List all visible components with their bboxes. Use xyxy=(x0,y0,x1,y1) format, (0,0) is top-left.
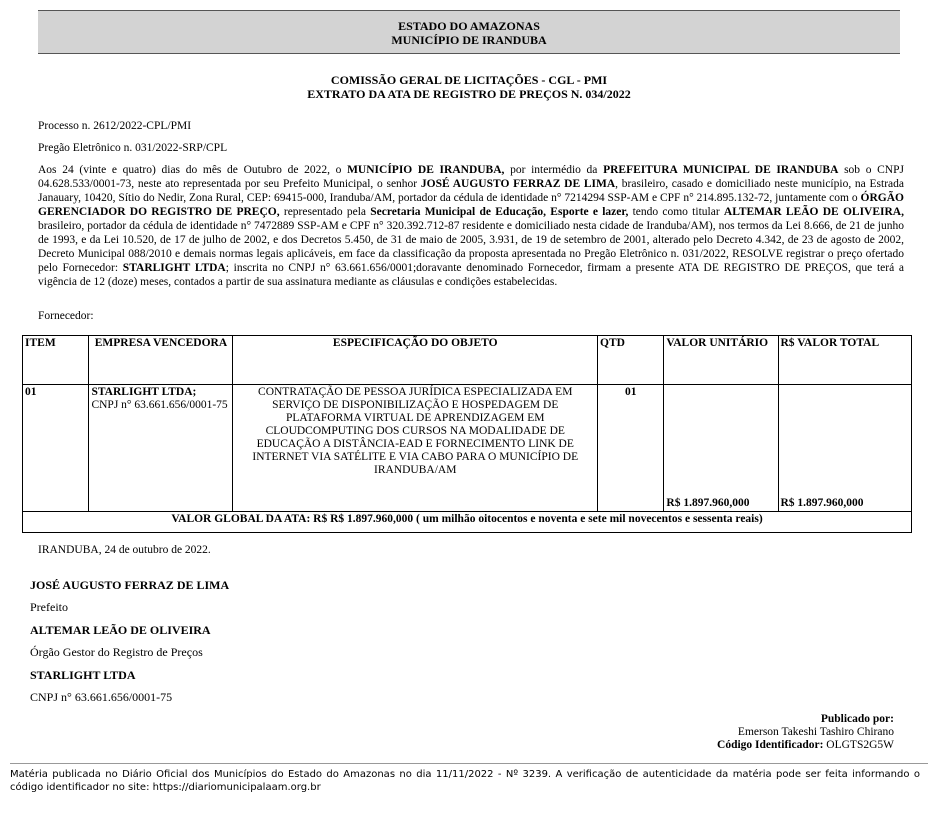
body-text: , brasileiro, casado e domiciliado neste município, na Estrada Janauary, 10420, Sítio do Nedir, Zona Rural, CEP: 69415-000, Iranduba/AM, portador da cédula de identidade n° 7214294 SSP-AM e CPF n° 214.895.132-72, juntamente com o xyxy=(38,178,904,204)
published-by-label: Publicado por: xyxy=(820,713,894,725)
company-name: STARLIGHT LTDA; xyxy=(91,386,197,398)
header-valor-unitario: VALOR UNITÁRIO xyxy=(664,336,778,385)
cell-qtd: 01 xyxy=(598,385,664,512)
process-number: Processo n. 2612/2022-CPL/PMI xyxy=(38,120,192,132)
body-text: Aos 24 (vinte e quatro) dias do mês de Outubro de 2022, o xyxy=(38,164,348,176)
municipality-name: MUNICÍPIO DE IRANDUBA xyxy=(391,33,547,47)
header-item: ITEM xyxy=(23,336,89,385)
body-bold: ALTEMAR LEÃO DE OLIVEIRA, xyxy=(723,206,904,218)
signatory-role: Prefeito xyxy=(30,600,68,614)
body-bold: STARLIGHT LTDA xyxy=(122,262,226,274)
supplier-label: Fornecedor: xyxy=(38,310,94,322)
extract-title: EXTRATO DA ATA DE REGISTRO DE PREÇOS N. 034/2022 xyxy=(307,87,631,101)
publisher-name: Emerson Takeshi Tashiro Chirano xyxy=(737,726,894,738)
total-value: R$ 1.897.960,000 xyxy=(780,497,864,509)
header-empresa: EMPRESA VENCEDORA xyxy=(89,336,233,385)
unit-value: R$ 1.897.960,000 xyxy=(666,497,750,509)
body-bold: JOSÉ AUGUSTO FERRAZ DE LIMA xyxy=(420,178,616,190)
table-header-row xyxy=(23,336,912,385)
footer-note: Matéria publicada no Diário Oficial dos Municípios do Estado do Amazonas no dia 11/11/2022 - Nº 3239. A verificação de autenticidade da matéria pode ser feita informando o código identificador no site: https://diariomunicipalaam.org.br xyxy=(10,769,920,793)
table-global-row xyxy=(23,512,912,533)
signatory-name: STARLIGHT LTDA xyxy=(30,668,136,682)
commission-title: COMISSÃO GERAL DE LICITAÇÕES - CGL - PMI xyxy=(330,73,608,87)
identifier-code xyxy=(717,739,894,752)
body-text: tendo como titular xyxy=(628,206,724,218)
body-bold: ÓRGÃO GERENCIADOR DO REGISTRO DE PREÇO, xyxy=(38,192,904,218)
body-bold: Secretaria Municipal de Educação, Esporte e lazer, xyxy=(370,206,629,218)
cell-especificacao: CONTRATAÇÃO DE PESSOA JURÍDICA ESPECIALIZADA EM SERVIÇO DE DISPONIBILIZAÇÃO E HOSPEDAGEM DE PLATAFORMA VIRTUAL DE APRENDIZAGEM EM CLOUDCOMPUTING DOS CURSOS NA MODALIDADE DE EDUCAÇÃO A DISTÂNCIA-EAD E FORNECIMENTO LINK DE INTERNET VIA SATÉLITE E VIA CABO PARA O MUNICÍPIO DE IRANDUBA/AM xyxy=(233,385,598,512)
body-text: ; inscrita no CNPJ n° 63.661.656/0001;doravante denominado Fornecedor, firmam a presente ATA DE REGISTRO DE PREÇOS, que terá a vigência de 12 (doze) meses, contados a partir de sua assinatura mediante as cláusulas e condições estabelecidas. xyxy=(38,262,904,288)
body-text: brasileiro, portador da cédula de identidade n° 7472889 SSP-AM e CPF n° 320.392.712-87 residente e domiciliado nesta cidade de Iranduba/AM), nos termos da Lei 8.666, de 21 de junho de 1993, e da Lei 10.520, de 17 de julho de 2002, e dos Decretos 5.450, de 31 de maio de 2005, 3.931, de 19 de setembro de 2001, alterado pelo Decreto 4.342, de 23 de agosto de 2002, Decreto Municipal 088/2010 e demais normas legais aplicáveis, em face da classificação da proposta apresentada no Pregão Eletrônico n. 031/2022, RESOLVE registrar o preço ofertado pelo Fornecedor: xyxy=(38,220,904,274)
body-paragraph xyxy=(38,163,904,289)
body-text: representado pela xyxy=(279,206,371,218)
body-bold: MUNICÍPIO DE IRANDUBA, xyxy=(347,164,505,176)
body-bold: PREFEITURA MUNICIPAL DE IRANDUBA xyxy=(603,164,839,176)
signatory-role: Órgão Gestor do Registro de Preços xyxy=(30,645,203,659)
cell-valor-total xyxy=(778,385,912,512)
header-valor-total: R$ VALOR TOTAL xyxy=(778,336,912,385)
header-qtd: QTD xyxy=(598,336,664,385)
footer-divider xyxy=(10,763,928,764)
cell-empresa xyxy=(89,385,233,512)
body-text: sob o CNPJ 04.628.533/0001-73, neste ato representada por seu Prefeito Municipal, o senhor xyxy=(38,164,904,190)
identifier-label: Código Identificador: xyxy=(717,739,824,751)
cell-item: 01 xyxy=(23,385,89,512)
items-table xyxy=(22,335,912,533)
place-date: IRANDUBA, 24 de outubro de 2022. xyxy=(38,544,211,556)
state-name: ESTADO DO AMAZONAS xyxy=(398,19,540,33)
signatory-role: CNPJ n° 63.661.656/0001-75 xyxy=(30,690,173,704)
signatory-name: JOSÉ AUGUSTO FERRAZ DE LIMA xyxy=(30,578,230,592)
cell-valor-unitario xyxy=(664,385,778,512)
state-header xyxy=(38,10,900,54)
signatory-name: ALTEMAR LEÃO DE OLIVEIRA xyxy=(30,623,211,637)
identifier-value: OLGTS2G5W xyxy=(826,739,894,751)
table-row xyxy=(23,385,912,512)
body-text: por intermédio da xyxy=(504,164,604,176)
document-title xyxy=(38,73,900,101)
global-value: VALOR GLOBAL DA ATA: R$ R$ 1.897.960,000 ( um milhão oitocentos e noventa e sete mil novecentos e sessenta reais) xyxy=(23,512,912,533)
company-cnpj: CNPJ n° 63.661.656/0001-75 xyxy=(91,399,228,411)
pregao-number: Pregão Eletrônico n. 031/2022-SRP/CPL xyxy=(38,142,228,154)
header-especificacao: ESPECIFICAÇÃO DO OBJETO xyxy=(233,336,598,385)
